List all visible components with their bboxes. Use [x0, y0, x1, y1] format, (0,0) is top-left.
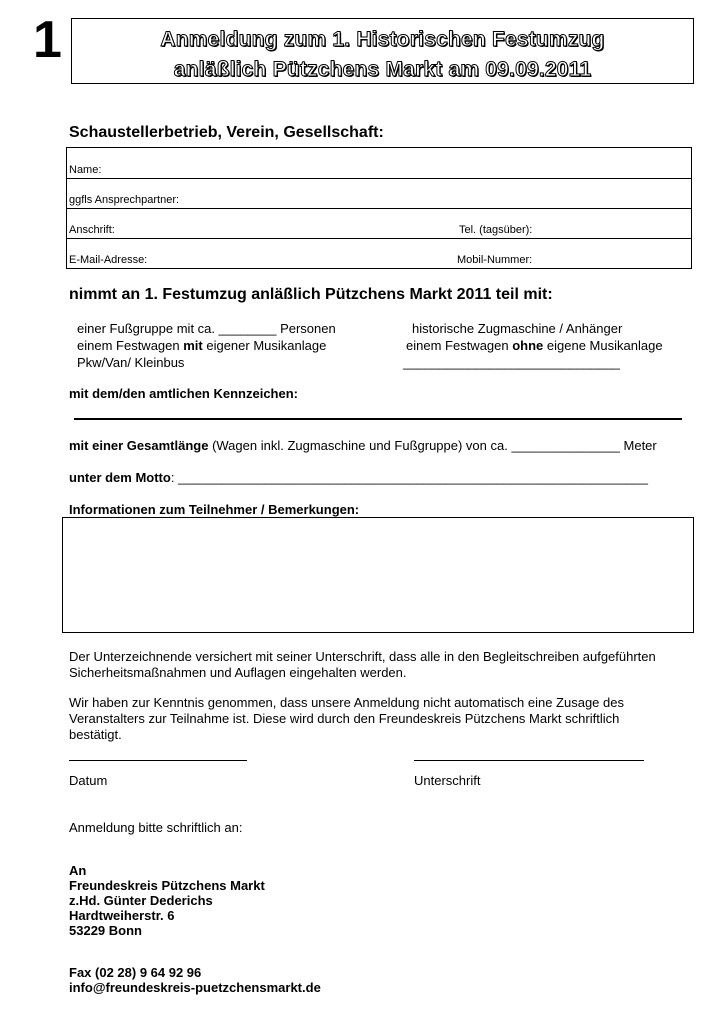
contact-label: ggfls Ansprechpartner: [69, 194, 180, 206]
motto-label: unter dem Motto [69, 470, 171, 485]
participation-heading: nimmt an 1. Festumzug anläßlich Pützchens Markt 2011 teil mit: [69, 286, 553, 303]
name-label: Name: [69, 164, 102, 176]
float-music-post: eigener Musikanlage [202, 338, 327, 353]
option-car[interactable]: Pkw/Van/ Kleinbus [77, 355, 185, 370]
length-label-rest: (Wagen inkl. Zugmaschine und Fußgruppe) von ca. _______________ Meter [208, 438, 657, 453]
declaration-p1-line2: Sicherheitsmaßnahmen und Auflagen eingehalten werden. [69, 665, 407, 680]
page-number: 1 [33, 11, 62, 69]
declaration-paragraph-1 [69, 649, 656, 681]
motto-line: : _________________________________________________________________ [170, 470, 649, 485]
address-line-2: Freundeskreis Pützchens Markt [69, 878, 265, 893]
option-tractor[interactable]: historische Zugmaschine / Anhänger [412, 321, 623, 336]
fax-number: Fax (02 28) 9 64 92 96 [69, 965, 202, 980]
contact-email[interactable]: info@freundeskreis-puetzchensmarkt.de [69, 980, 321, 995]
notes-box[interactable] [62, 517, 694, 633]
declaration-p2-line2: Veranstalters zur Teilnahme ist. Diese wird durch den Freundeskreis Pützchens Markt schriftlich [69, 711, 620, 726]
signature-label: Unterschrift [414, 773, 481, 788]
contact-row[interactable] [67, 178, 691, 208]
option-walking-group[interactable]: einer Fußgruppe mit ca. ________ Personen [77, 321, 336, 336]
title-line-2: anläßlich Pützchens Markt am 09.09.2011 [173, 58, 592, 81]
address-line-4: Hardtweiherstr. 6 [69, 908, 175, 923]
declaration-p1-line1: Der Unterzeichnende versichert mit seiner Unterschrift, dass alle in den Begleitschreiben aufgeführten [69, 649, 656, 664]
signature-line[interactable] [414, 760, 644, 761]
company-heading: Schaustellerbetrieb, Verein, Gesellschaft: [69, 124, 384, 141]
declaration-p2-line1: Wir haben zur Kenntnis genommen, dass unsere Anmeldung nicht automatisch eine Zusage des [69, 695, 624, 710]
float-music-bold: mit [183, 338, 203, 353]
option-float-with-music[interactable] [77, 338, 326, 353]
float-music-pre: einem Festwagen [77, 338, 184, 353]
float-nomusic-bold: ohne [512, 338, 544, 353]
name-row[interactable] [67, 148, 691, 178]
title-line-1: Anmeldung zum 1. Historischen Festumzug [160, 28, 605, 51]
address-block [69, 863, 265, 938]
address-line-1: An [69, 863, 87, 878]
option-float-without-music[interactable] [406, 338, 663, 353]
declaration-p2-line3: bestätigt. [69, 727, 122, 742]
length-field[interactable] [69, 438, 657, 453]
date-line[interactable] [69, 760, 247, 761]
mobile-label: Mobil-Nummer: [457, 254, 533, 266]
date-label: Datum [69, 773, 108, 788]
email-label: E-Mail-Adresse: [69, 254, 148, 266]
contact-block [69, 965, 321, 995]
length-label-bold: mit einer Gesamtlänge [69, 438, 209, 453]
send-intro: Anmeldung bitte schriftlich an: [69, 820, 243, 835]
float-nomusic-post: eigene Musikanlage [543, 338, 663, 353]
address-line-3: z.Hd. Günter Dederichs [69, 893, 213, 908]
motto-field[interactable] [69, 470, 648, 485]
declaration-paragraph-2 [69, 695, 624, 743]
address-label: Anschrift: [69, 224, 115, 236]
address-row[interactable] [67, 208, 691, 238]
plates-label: mit dem/den amtlichen Kennzeichen: [69, 386, 298, 401]
address-line-5: 53229 Bonn [69, 923, 142, 938]
notes-label: Informationen zum Teilnehmer / Bemerkungen: [69, 502, 360, 517]
plates-input-line[interactable] [74, 418, 682, 420]
email-row[interactable] [67, 238, 691, 268]
title-box [71, 18, 694, 84]
option-other-blank[interactable]: ______________________________ [403, 355, 620, 370]
float-nomusic-pre: einem Festwagen [406, 338, 513, 353]
phone-label: Tel. (tagsüber): [459, 224, 533, 236]
company-table [66, 147, 692, 269]
